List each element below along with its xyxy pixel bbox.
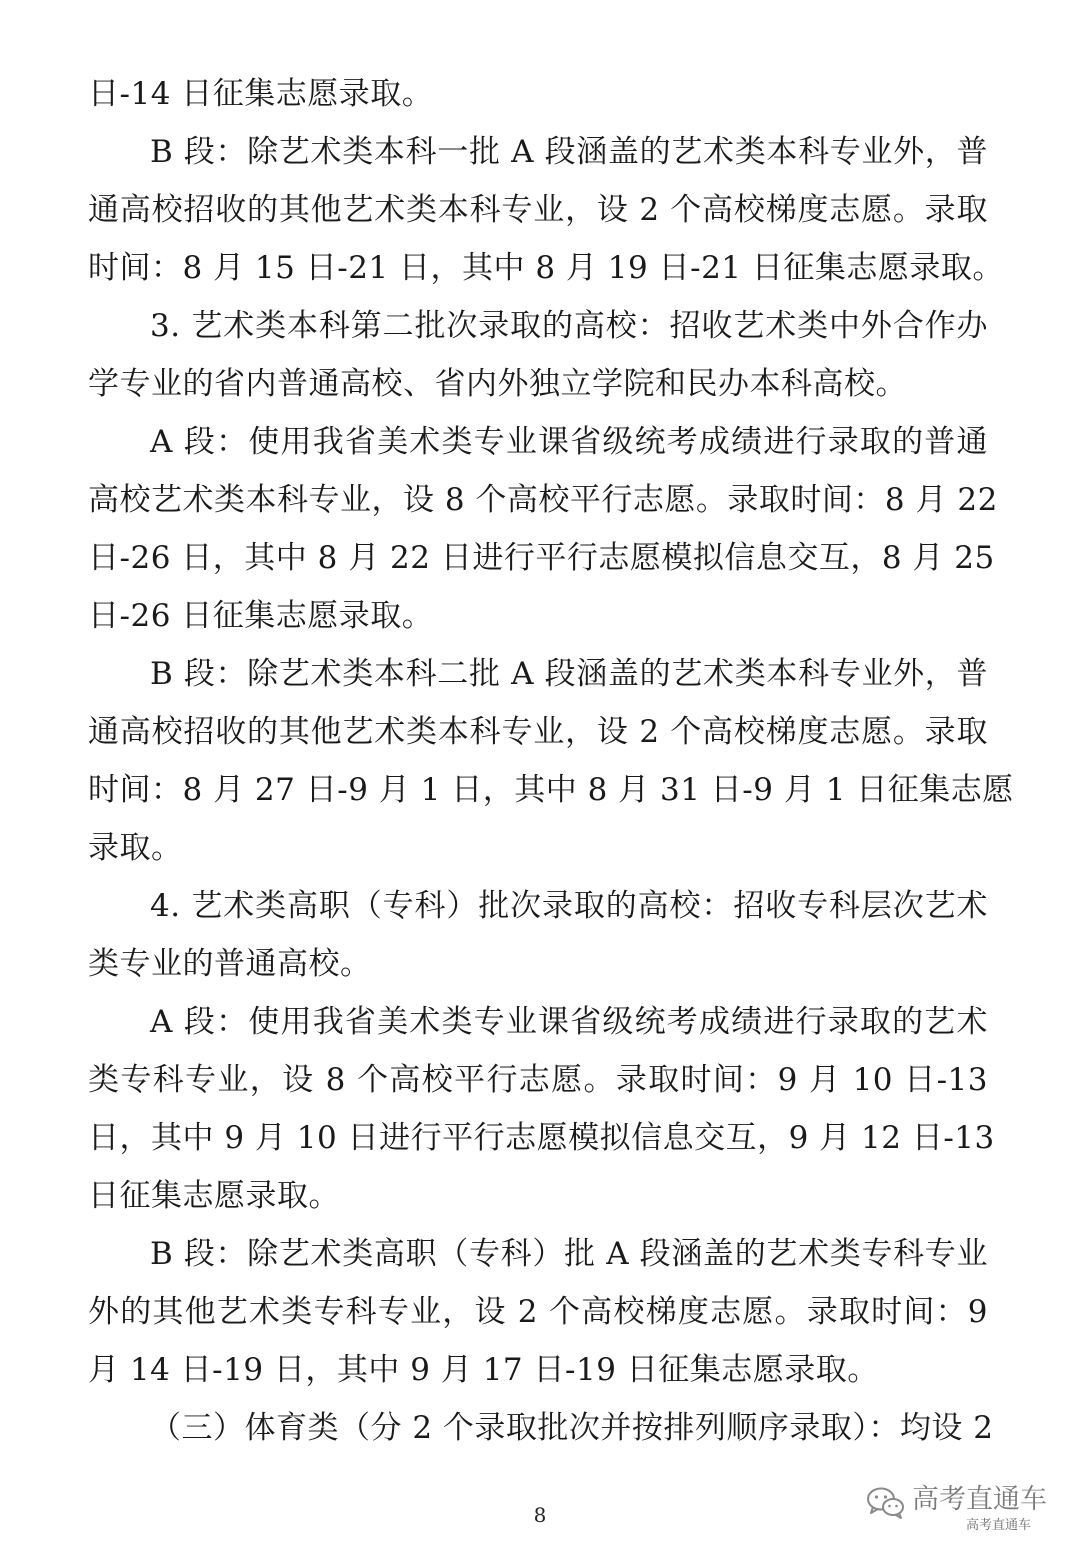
text-line-8: 高校艺术类本科专业，设 8 个高校平行志愿。录取时间：8 月 22 — [88, 482, 998, 518]
wechat-icon — [866, 1486, 906, 1520]
text-line-10: 日-26 日征集志愿录取。 — [88, 598, 434, 634]
watermark — [866, 1482, 1066, 1542]
text-line-3: 通高校招收的其他艺术类本科专业，设 2 个高校梯度志愿。录取 — [88, 192, 988, 228]
text-line-21: B 段：除艺术类高职（专科）批 A 段涵盖的艺术类专科专业 — [150, 1236, 988, 1272]
text-line-12: 通高校招收的其他艺术类本科专业，设 2 个高校梯度志愿。录取 — [88, 714, 988, 750]
text-line-7: A 段：使用我省美术类专业课省级统考成绩进行录取的普通 — [150, 424, 988, 460]
text-line-18: 类专科专业，设 8 个高校平行志愿。录取时间：9 月 10 日-13 — [88, 1062, 988, 1098]
text-line-11: B 段：除艺术类本科二批 A 段涵盖的艺术类本科专业外，普 — [150, 656, 988, 692]
text-line-16: 类专业的普通高校。 — [88, 946, 372, 982]
text-line-2: B 段：除艺术类本科一批 A 段涵盖的艺术类本科专业外，普 — [150, 134, 988, 170]
text-line-5: 3. 艺术类本科第二批次录取的高校：招收艺术类中外合作办 — [150, 308, 988, 344]
text-line-13: 时间：8 月 27 日-9 月 1 日，其中 8 月 31 日-9 月 1 日征集志愿 — [88, 772, 1014, 808]
text-line-6: 学专业的省内普通高校、省内外独立学院和民办本科高校。 — [88, 366, 907, 402]
watermark-text: 高考直通车 — [912, 1484, 1047, 1515]
text-line-15: 4. 艺术类高职（专科）批次录取的高校：招收专科层次艺术 — [150, 888, 988, 924]
text-line-19: 日，其中 9 月 10 日进行平行志愿模拟信息交互，9 月 12 日-13 — [88, 1120, 995, 1156]
text-line-22: 外的其他艺术类专科专业，设 2 个高校梯度志愿。录取时间：9 — [88, 1294, 988, 1330]
text-line-9: 日-26 日，其中 8 月 22 日进行平行志愿模拟信息交互，8 月 25 — [88, 540, 995, 576]
page-number: 8 — [533, 1503, 547, 1527]
text-line-14: 录取。 — [88, 830, 183, 866]
text-line-20: 日征集志愿录取。 — [88, 1178, 340, 1214]
watermark-subtext: 高考直通车 — [966, 1518, 1032, 1533]
text-line-17: A 段：使用我省美术类专业课省级统考成绩进行录取的艺术 — [150, 1004, 988, 1040]
text-line-23: 月 14 日-19 日，其中 9 月 17 日-19 日征集志愿录取。 — [88, 1352, 879, 1388]
text-line-24: （三）体育类（分 2 个录取批次并按排列顺序录取）：均设 2 — [150, 1410, 994, 1446]
text-line-4: 时间：8 月 15 日-21 日，其中 8 月 19 日-21 日征集志愿录取。 — [88, 250, 1004, 286]
text-line-1: 日-14 日征集志愿录取。 — [88, 76, 434, 112]
